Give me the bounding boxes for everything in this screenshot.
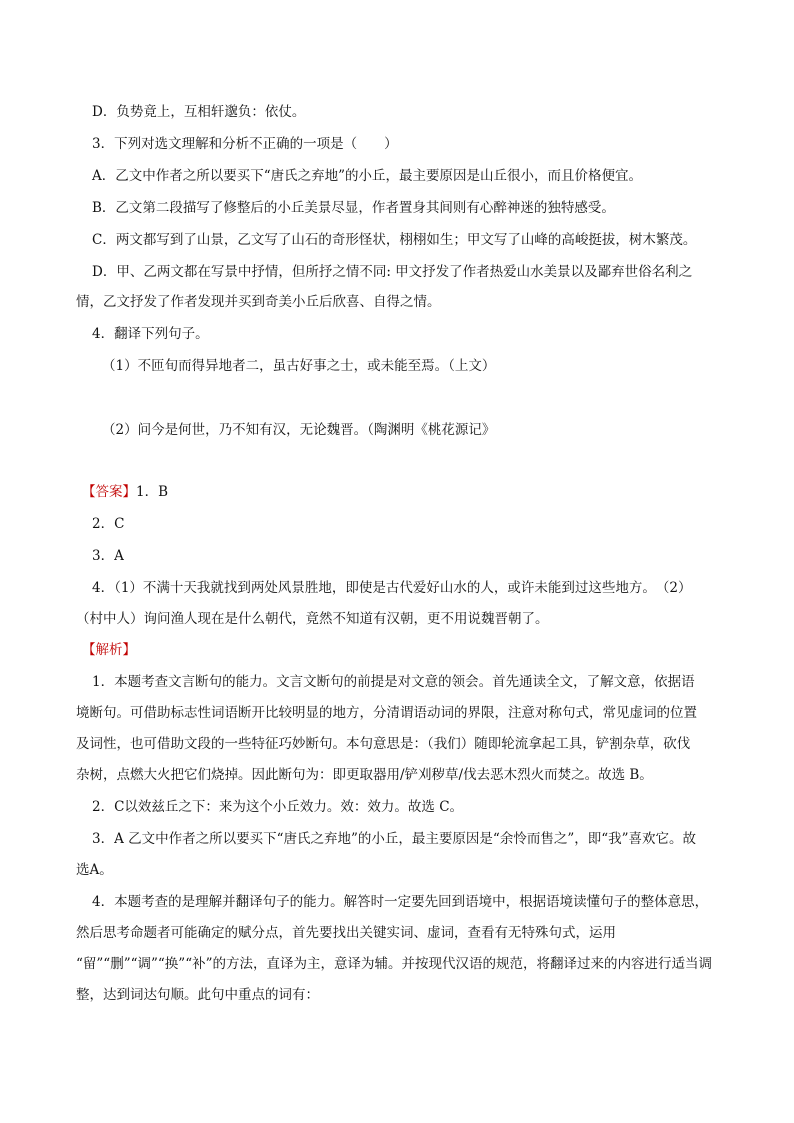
answer-label: 【答案】 bbox=[82, 484, 136, 500]
analysis-4-line3: “留”“删”“调”“换”“补”的方法，直译为主，意译为辅。并按现代汉语的规范，将翻译过来的内容进行适当调 bbox=[76, 956, 713, 972]
analysis-2: 2．C以效兹丘之下：来为这个小丘效力。效：效力。故选 C。 bbox=[92, 799, 464, 815]
q3-option-d-line1: D．甲、乙两文都在写景中抒情，但所抒之情不同: 甲文抒发了作者热爱山水美景以及鄙弃世俗名利之 bbox=[92, 264, 693, 280]
analysis-1-line1: 1．本题考查文言断句的能力。文言文断句的前提是对文意的领会。首先通读全文，了解文意，依据语 bbox=[92, 674, 695, 690]
q4-sentence-2: （2）问今是何世，乃不知有汉，无论魏晋。（陶渊明《桃花源记》 bbox=[102, 422, 496, 438]
q3-option-c: C．两文都写到了山景，乙文写了山石的奇形怪状，栩栩如生；甲文写了山峰的高峻挺拔，树木繁茂。 bbox=[92, 232, 697, 248]
analysis-1-line2: 境断句。可借助标志性词语断开比较明显的地方，分清谓语动词的界限，注意对称句式，常见虚词的位置 bbox=[76, 705, 697, 721]
answer-1: 1．B bbox=[136, 484, 169, 500]
q3-option-b: B．乙文第二段描写了修整后的小丘美景尽显，作者置身其间则有心醉神迷的独特感受。 bbox=[92, 200, 615, 216]
analysis-label: 【解析】 bbox=[82, 642, 136, 658]
q3-stem: 3．下列对选文理解和分析不正确的一项是（ ） bbox=[92, 136, 398, 152]
analysis-3-line2: 选A。 bbox=[76, 862, 113, 878]
answer-4-line2: （村中人）询问渔人现在是什么朝代，竟然不知道有汉朝，更不用说魏晋朝了。 bbox=[76, 611, 549, 627]
answer-block bbox=[82, 482, 168, 502]
q3-option-a: A．乙文中作者之所以要买下“唐氏之弃地”的小丘，最主要原因是山丘很小，而且价格便宜。 bbox=[92, 168, 643, 184]
analysis-4-line4: 整，达到词达句顺。此句中重点的词有： bbox=[76, 987, 319, 1003]
q4-stem: 4．翻译下列句子。 bbox=[92, 326, 209, 342]
answer-3: 3．A bbox=[92, 548, 124, 564]
answer-4-line1: 4．（1）不满十天我就找到两处风景胜地，即使是古代爱好山水的人，或许未能到过这些地方。 （2） bbox=[92, 580, 692, 596]
answer-2: 2．C bbox=[92, 516, 125, 532]
analysis-4-line1: 4．本题考查的是理解并翻译句子的能力。解答时一定要先回到语境中，根据语境读懂句子的整体意思， bbox=[92, 894, 709, 910]
analysis-3-line1: 3．A 乙文中作者之所以要买下“唐氏之弃地”的小丘，最主要原因是“余怜而售之”，即“我”喜欢它。故 bbox=[92, 831, 697, 847]
q4-sentence-1: （1）不匝旬而得异地者二，虽古好事之士，或未能至焉。（上文） bbox=[102, 358, 496, 374]
q3-option-d-line2: 情，乙文抒发了作者发现并买到奇美小丘后欣喜、自得之情。 bbox=[76, 294, 441, 310]
analysis-1-line3: 及词性，也可借助文段的一些特征巧妙断句。本句意思是：（我们）随即轮流拿起工具，铲割杂草，砍伐 bbox=[76, 736, 691, 752]
analysis-4-line2: 然后思考命题者可能确定的赋分点，首先要找出关键实词、虚词，查看有无特殊句式，运用 bbox=[76, 925, 616, 941]
q2-option-d: D．负势竟上，互相轩邈负：依仗。 bbox=[92, 104, 306, 120]
analysis-1-line4: 杂树，点燃大火把它们烧掉。因此断句为：即更取器用/铲刈秽草/伐去恶木烈火而焚之。故选 B。 bbox=[76, 767, 653, 783]
